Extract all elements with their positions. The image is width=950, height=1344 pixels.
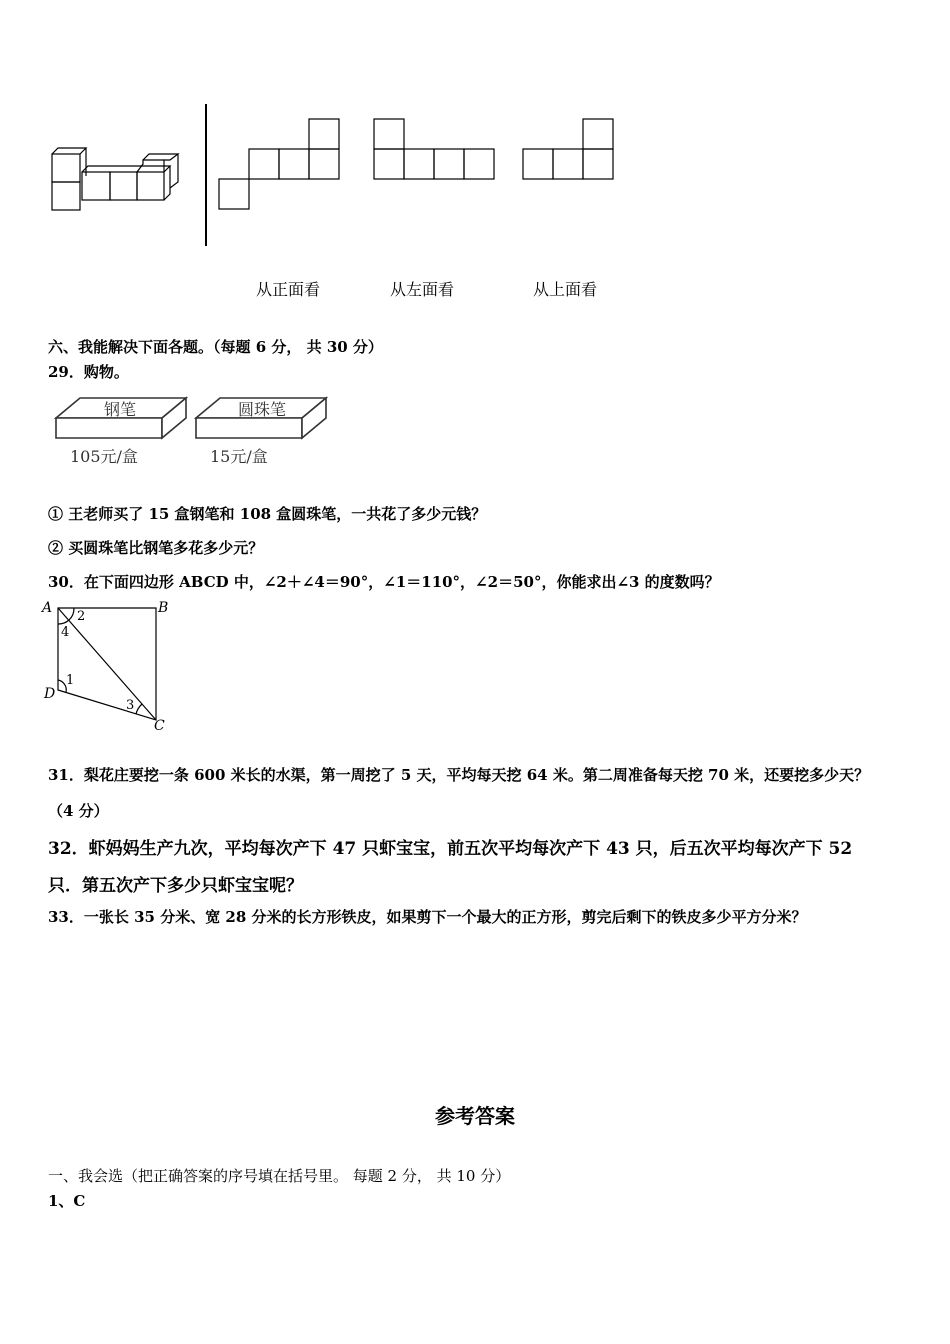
angle-4: 4 [61, 625, 70, 640]
box1-price: 105元/盒 [70, 447, 138, 466]
vertex-D: D [44, 686, 56, 702]
q33-text: 33．一张长 35 分米、宽 28 分米的长方形铁皮，如果剪下一个最大的正方形，剪完后剩下的铁皮多少平方分米？ [48, 908, 807, 926]
left-view-figure [373, 118, 495, 180]
angle-2: 2 [77, 609, 86, 624]
q29-sub1: ① 王老师买了 15 盒钢笔和 108 盒圆珠笔，一共花了多少元钱？ [48, 505, 487, 523]
section6-heading: 六、我能解决下面各题。（每题 6 分， 共 30 分） [48, 338, 383, 356]
q32-line2: 只．第五次产下多少只虾宝宝呢？ [48, 876, 303, 896]
answers-title: 参考答案 [435, 1104, 515, 1128]
q29-product-boxes [50, 396, 335, 471]
angle-3: 3 [126, 698, 135, 713]
box1-label: 钢笔 [103, 400, 137, 419]
q31-line2: （4 分） [48, 802, 109, 820]
vertex-B: B [158, 600, 169, 616]
top-view-figure [522, 118, 614, 180]
box2-price: 15元/盒 [210, 447, 268, 466]
front-view-label: 从正面看 [256, 280, 321, 299]
cube-solid-figure [44, 146, 189, 216]
q29-title: 29．购物。 [48, 363, 129, 381]
box2-label: 圆珠笔 [237, 400, 287, 419]
q32-line1: 32．虾妈妈生产九次，平均每次产下 47 只虾宝宝，前五次平均每次产下 43 只，后五次平均每次产下 52 [48, 839, 853, 859]
angle-1: 1 [66, 673, 75, 688]
divider-line [205, 104, 207, 246]
q30-text: 30．在下面四边形 ABCD 中，∠2＋∠4＝90°，∠1＝110°，∠2＝50°，你能求出∠3 的度数吗？ [48, 573, 720, 591]
vertex-C: C [154, 718, 165, 734]
answer-1: 1、C [48, 1192, 86, 1210]
front-view-figure [218, 118, 340, 210]
vertex-A: A [42, 600, 53, 616]
q29-sub2: ② 买圆珠笔比钢笔多花多少元？ [48, 539, 264, 557]
q30-quadrilateral-figure [40, 598, 180, 738]
top-view-label: 从上面看 [533, 280, 598, 299]
answers-section1-heading: 一、我会选（把正确答案的序号填在括号里。 每题 2 分， 共 10 分） [48, 1167, 511, 1185]
q31-line1: 31．梨花庄要挖一条 600 米长的水渠，第一周挖了 5 天，平均每天挖 64 米。第二周准备每天挖 70 米，还要挖多少天？ [48, 766, 870, 784]
left-view-label: 从左面看 [390, 280, 455, 299]
